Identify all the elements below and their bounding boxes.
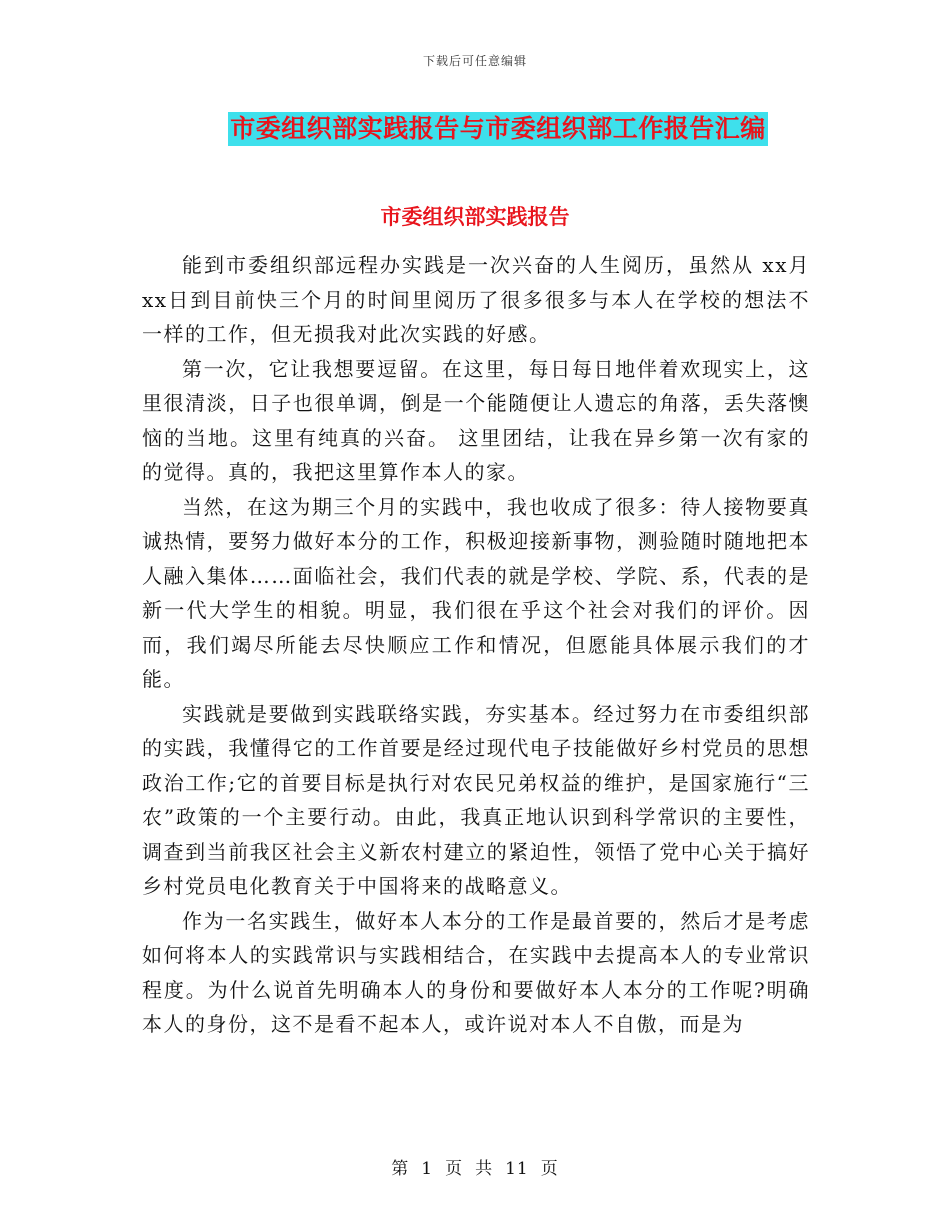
header-note: 下载后可任意编辑 xyxy=(422,54,527,68)
main-title-wrapper xyxy=(0,112,950,146)
total-pages-number: 11 xyxy=(505,1159,529,1179)
paragraph-3: 当然，在这为期三个月的实践中，我也收成了很多：待人接物要真诚热情，要努力做好本分的工作，积极迎接新事物，测验随时随地把本人融入集体……面临社会，我们代表的就是学校、学院、系，代表的是新一代大学生的相貌。明显，我们很在乎这个社会对我们的评价。因而，我们竭尽所能去尽快顺应工作和情况，但愿能具体展示我们的才能。 xyxy=(142,494,810,691)
footer-prefix: 第 xyxy=(391,1159,410,1179)
current-page-number: 1 xyxy=(421,1159,434,1179)
section-title: 市委组织部实践报告 xyxy=(380,204,570,229)
footer-page-label: 页 xyxy=(445,1159,464,1179)
main-title: 市委组织部实践报告与市委组织部工作报告汇编 xyxy=(228,112,768,146)
footer-suffix: 页 xyxy=(540,1159,559,1179)
paragraph-1: 能到市委组织部远程办实践是一次兴奋的人生阅历，虽然从 xx月xx日到目前快三个月的时间里阅历了很多很多与本人在学校的想法不一样的工作，但无损我对此次实践的好感。 xyxy=(142,253,810,346)
page-footer xyxy=(0,1154,950,1179)
paragraph-4: 实践就是要做到实践联络实践，夯实基本。经过努力在市委组织部的实践，我懂得它的工作首要是经过现代电子技能做好乡村党员的思想政治工作;它的首要目标是执行对农民兄弟权益的维护，是国家施行“三农”政策的一个主要行动。由此，我真正地认识到科学常识的主要性，调查到当前我区社会主义新农村建立的紧迫性，领悟了党中心关于搞好乡村党员电化教育关于中国将来的战略意义。 xyxy=(142,701,810,898)
paragraph-5: 作为一名实践生，做好本人本分的工作是最首要的，然后才是考虑如何将本人的实践常识与实践相结合，在实践中去提高本人的专业常识程度。为什么说首先明确本人的身份和要做好本人本分的工作呢?明确本人的身份，这不是看不起本人，或许说对本人不自傲，而是为 xyxy=(142,908,810,1036)
paragraph-2: 第一次，它让我想要逗留。在这里，每日每日地伴着欢现实上，这里很清淡，日子也很单调，倒是一个能随便让人遗忘的角落，丢失落懊恼的当地。这里有纯真的兴奋。 这里团结，让我在异乡第一次有家的的觉得。真的，我把这里算作本人的家。 xyxy=(142,356,810,484)
document-body xyxy=(142,248,810,1042)
footer-total-label: 共 xyxy=(475,1159,494,1179)
